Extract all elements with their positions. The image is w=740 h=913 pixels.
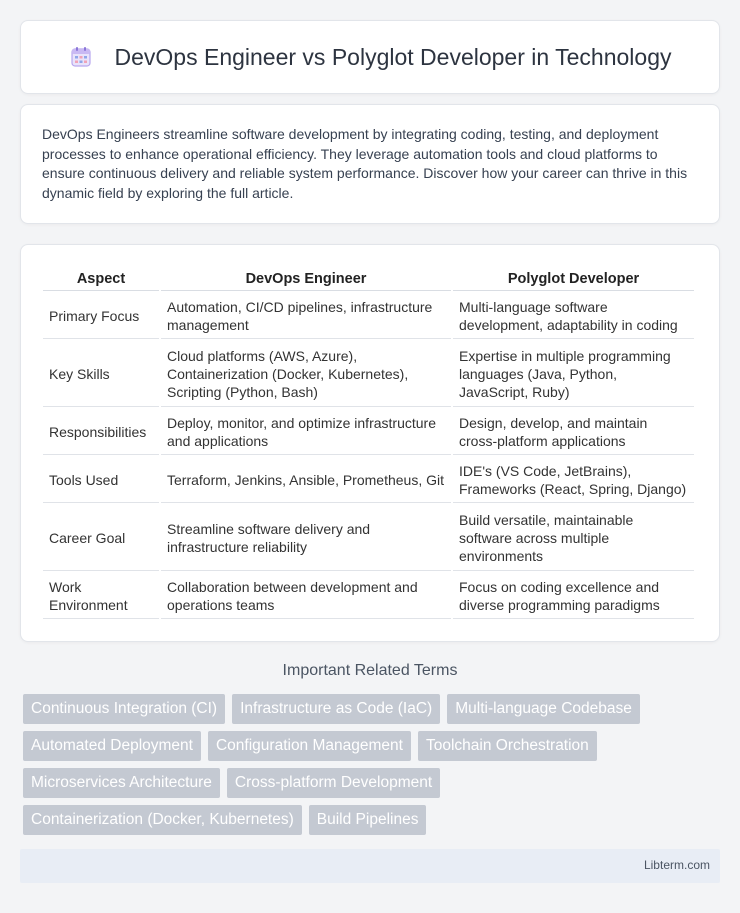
related-terms-title: Important Related Terms xyxy=(282,662,458,679)
tag-infrastructure-as-code[interactable]: Infrastructure as Code (IaC) xyxy=(232,694,440,724)
intro-paragraph: DevOps Engineers streamline software development by integrating coding, testing, and deployment processes to enhance operational efficiency. They leverage automation tools and cloud platforms to ensure continuous delivery and reliable system performance. Discover how your career can thrive in this dynamic field by exploring the full article. xyxy=(42,126,688,201)
cell-aspect: Tools Used xyxy=(43,457,159,503)
tag-row xyxy=(23,768,723,798)
table-row xyxy=(43,505,694,571)
tag-build-pipelines[interactable]: Build Pipelines xyxy=(309,805,427,835)
cell-polyglot: Focus on coding excellence and diverse programming paradigms xyxy=(453,573,694,619)
table-row xyxy=(43,293,694,339)
table-row xyxy=(43,341,694,407)
cell-aspect: Work Environment xyxy=(43,573,159,619)
table-header-row xyxy=(43,267,694,291)
comparison-card xyxy=(20,244,720,642)
header-polyglot: Polyglot Developer xyxy=(453,267,694,291)
tag-row xyxy=(23,805,723,835)
header-devops: DevOps Engineer xyxy=(161,267,451,291)
related-terms-tags xyxy=(23,694,723,842)
tag-microservices-architecture[interactable]: Microservices Architecture xyxy=(23,768,220,798)
cell-polyglot: IDE's (VS Code, JetBrains), Frameworks (React, Spring, Django) xyxy=(453,457,694,503)
cell-polyglot: Build versatile, maintainable software across multiple environments xyxy=(453,505,694,571)
tag-toolchain-orchestration[interactable]: Toolchain Orchestration xyxy=(418,731,597,761)
table-row xyxy=(43,457,694,503)
page-title: DevOps Engineer vs Polyglot Developer in Technology xyxy=(114,43,672,70)
footer-site-link[interactable]: Libterm.com xyxy=(643,858,710,872)
cell-aspect: Career Goal xyxy=(43,505,159,571)
cell-polyglot: Design, develop, and maintain cross-platform applications xyxy=(453,409,694,455)
cell-devops: Streamline software delivery and infrastructure reliability xyxy=(161,505,451,571)
footer xyxy=(20,849,720,883)
tag-multi-language-codebase[interactable]: Multi-language Codebase xyxy=(447,694,640,724)
cell-devops: Cloud platforms (AWS, Azure), Containerization (Docker, Kubernetes), Scripting (Python, Bash) xyxy=(161,341,451,407)
tag-row xyxy=(23,694,723,724)
header-aspect: Aspect xyxy=(43,267,159,291)
cell-devops: Terraform, Jenkins, Ansible, Prometheus, Git xyxy=(161,457,451,503)
tag-containerization[interactable]: Containerization (Docker, Kubernetes) xyxy=(23,805,302,835)
tag-cross-platform-development[interactable]: Cross-platform Development xyxy=(227,768,440,798)
intro-card xyxy=(20,104,720,224)
table-row xyxy=(43,409,694,455)
cell-aspect: Primary Focus xyxy=(43,293,159,339)
cell-aspect: Responsibilities xyxy=(43,409,159,455)
cell-aspect: Key Skills xyxy=(43,341,159,407)
table-row xyxy=(43,573,694,619)
cell-devops: Automation, CI/CD pipelines, infrastructure management xyxy=(161,293,451,339)
calendar-icon xyxy=(69,45,93,69)
cell-devops: Collaboration between development and operations teams xyxy=(161,573,451,619)
cell-devops: Deploy, monitor, and optimize infrastructure and applications xyxy=(161,409,451,455)
tag-automated-deployment[interactable]: Automated Deployment xyxy=(23,731,201,761)
comparison-table xyxy=(41,265,696,621)
tag-row xyxy=(23,731,723,761)
tag-continuous-integration[interactable]: Continuous Integration (CI) xyxy=(23,694,225,724)
cell-polyglot: Multi-language software development, adaptability in coding xyxy=(453,293,694,339)
title-card xyxy=(20,20,720,94)
cell-polyglot: Expertise in multiple programming languages (Java, Python, JavaScript, Ruby) xyxy=(453,341,694,407)
tag-configuration-management[interactable]: Configuration Management xyxy=(208,731,411,761)
